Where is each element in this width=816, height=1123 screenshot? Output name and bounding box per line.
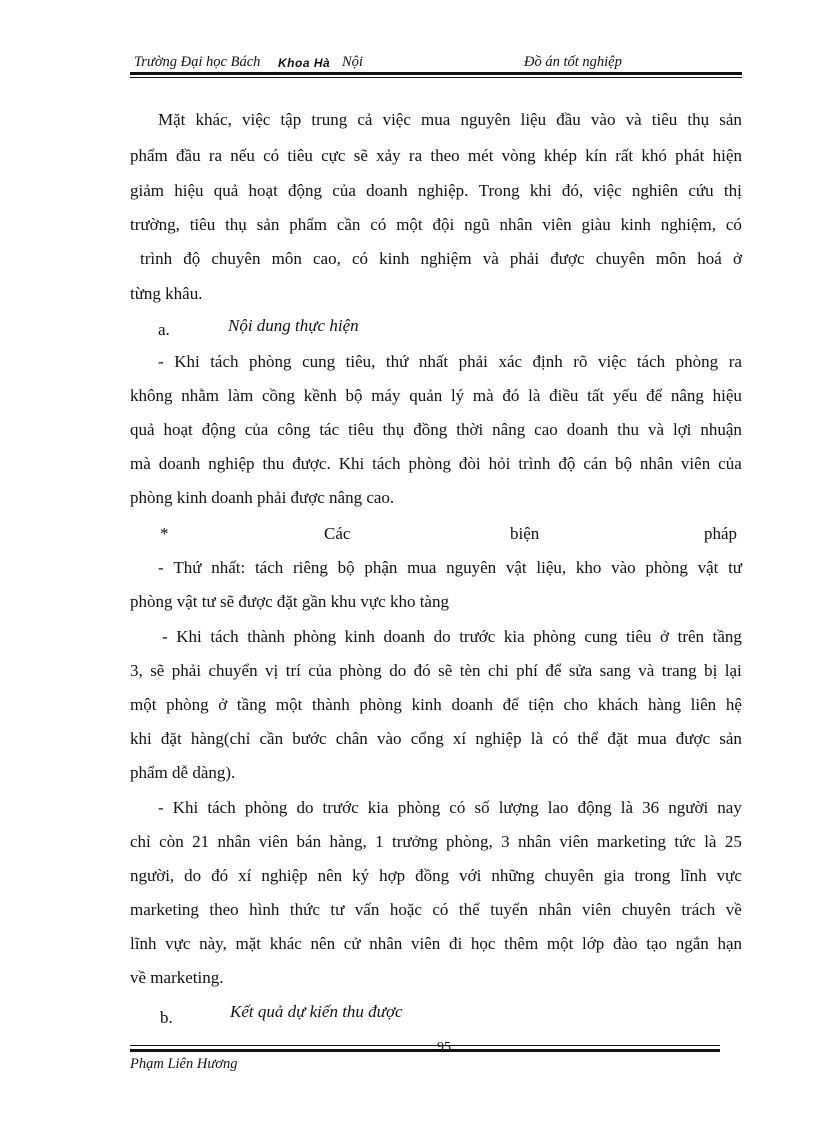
text-line: trường, tiêu thụ sản phẩm cần có một đội ngũ nhân viên giàu kinh nghiệm, có xyxy=(130,215,742,234)
text-line: phẩm dễ dàng). xyxy=(130,763,236,782)
page-header xyxy=(130,52,742,74)
text-line: 3, sẽ phải chuyển vị trí của phòng do đó sẽ tèn chi phí để sửa sang và trang bị lại xyxy=(130,661,742,680)
text-line: - Thứ nhất: tách riêng bộ phận mua nguyên vật liệu, kho vào phòng vật tư xyxy=(158,558,742,577)
text-line: quả hoạt động của công tác tiêu thụ đồng thời nâng cao doanh thu và lợi nhuận xyxy=(130,420,742,439)
text-line: marketing theo hình thức tư vấn hoặc có thể tuyển nhân viên chuyên trách về xyxy=(130,900,742,919)
header-school: Trường Đại học Bách xyxy=(134,54,261,70)
header-overlay-text: Khoa Hà xyxy=(278,56,331,70)
header-rule-thick xyxy=(130,72,742,75)
text-line: - Khi tách phòng do trước kia phòng có số lượng lao động là 36 người nay xyxy=(158,798,742,817)
text-line: - Khi tách thành phòng kinh doanh do trước kia phòng cung tiêu ở trên tầng xyxy=(162,627,742,646)
section-marker-a: a. xyxy=(158,320,170,339)
text-line: từng khâu. xyxy=(130,284,203,303)
measures-bullet: * xyxy=(160,524,169,543)
measures-word-2: biện xyxy=(510,524,540,543)
text-line: không nhằm làm cồng kềnh bộ máy quản lý mà đó là điều tất yếu để nâng hiệu xyxy=(130,386,742,405)
section-marker-b: b. xyxy=(160,1008,173,1027)
section-heading-a: Nội dung thực hiện xyxy=(228,316,359,335)
measures-word-3: pháp xyxy=(704,524,738,543)
page-number: 95 xyxy=(437,1040,451,1055)
text-line: một phòng ở tầng một thành phòng kinh doanh để tiện cho khách hàng liên hệ xyxy=(130,695,742,714)
text-line: Mặt khác, việc tập trung cả việc mua nguyên liệu đầu vào và tiêu thụ sản xyxy=(158,110,742,129)
text-line: phòng kinh doanh phải được nâng cao. xyxy=(130,488,395,507)
text-line: phòng vật tư sẽ được đặt gần khu vực kho tàng xyxy=(130,592,449,611)
text-line: người, do đó xí nghiệp nên ký hợp đồng với những chuyên gia trong lĩnh vực xyxy=(130,866,742,885)
text-line: chỉ còn 21 nhân viên bán hàng, 1 trưởng phòng, 3 nhân viên marketing tức là 25 xyxy=(130,832,742,851)
text-line: lĩnh vực này, mặt khác nên cử nhân viên đi học thêm một lớp đào tạo ngắn hạn xyxy=(130,934,742,953)
text-line: - Khi tách phòng cung tiêu, thứ nhất phải xác định rõ việc tách phòng ra xyxy=(158,352,742,371)
footer-author: Phạm Liên Hương xyxy=(130,1056,238,1072)
text-line: giảm hiệu quả hoạt động của doanh nghiệp. Trong khi đó, việc nghiên cứu thị xyxy=(130,181,742,200)
header-title: Đồ án tốt nghiệp xyxy=(524,54,622,70)
text-line: mà doanh nghiệp thu được. Khi tách phòng đòi hỏi trình độ cán bộ nhân viên của xyxy=(130,454,742,473)
measures-word-1: Các xyxy=(324,524,351,543)
text-line: phẩm đầu ra nếu có tiêu cực sẽ xảy ra theo mét vòng khép kín rất khó phát hiện xyxy=(130,146,742,165)
header-school-end: Nội xyxy=(342,54,363,70)
footer-rule-thick xyxy=(130,1049,720,1052)
header-rule-thin xyxy=(130,77,742,78)
text-line: khi đặt hàng(chỉ cần bước chân vào cổng xí nghiệp là có thể đặt mua được sản xyxy=(130,729,742,748)
text-line: về marketing. xyxy=(130,968,224,987)
text-line: trình độ chuyên môn cao, có kinh nghiệm và phải được chuyên môn hoá ở xyxy=(140,249,742,268)
section-heading-b: Kết quả dự kiến thu được xyxy=(230,1002,403,1021)
footer-rule-thin xyxy=(130,1045,720,1046)
